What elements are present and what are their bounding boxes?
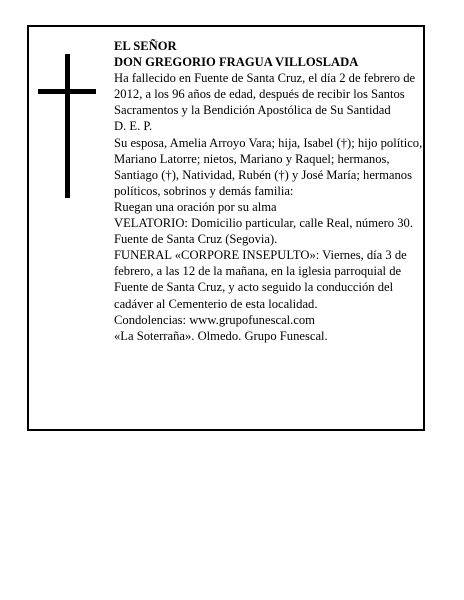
deceased-name: DON GREGORIO FRAGUA VILLOSLADA: [114, 55, 359, 70]
funeral-details: FUNERAL «CORPORE INSEPULTO»: Viernes, día 3 de febrero, a las 12 de la mañana, en la iglesia parroquial de Fuente de Santa Cruz, y acto seguido la conducción del cadáver al Cementerio de esta localidad.: [114, 248, 407, 311]
cross-icon: [38, 54, 96, 198]
condolences-line: Condolencias: www.grupofunescal.com: [114, 312, 315, 327]
rip-text: D. E. P.: [114, 119, 153, 134]
obituary-text: [114, 38, 424, 344]
obituary-heading: EL SEÑOR: [114, 39, 177, 53]
family-list: Su esposa, Amelia Arroyo Vara; hija, Isabel (†); hijo político, Mariano Latorre; nietos, Mariano y Raquel; hermanos, Santiago (†), Natividad, Rubén (†) y José María; hermanos políticos, sobrinos y demás familia:: [114, 135, 423, 198]
wake-details: VELATORIO: Domicilio particular, calle Real, número 30. Fuente de Santa Cruz (Segovia).: [114, 216, 413, 247]
death-announcement: Ha fallecido en Fuente de Santa Cruz, el día 2 de febrero de 2012, a los 96 años de edad, después de recibir los Santos Sacramentos y la Bendición Apostólica de Su Santidad: [114, 71, 416, 118]
cross-vertical-bar: [65, 54, 70, 198]
prayer-request: Ruegan una oración por su alma: [114, 199, 277, 214]
cross-horizontal-bar: [38, 89, 96, 94]
funeral-home-line: «La Soterraña». Olmedo. Grupo Funescal.: [114, 328, 328, 343]
